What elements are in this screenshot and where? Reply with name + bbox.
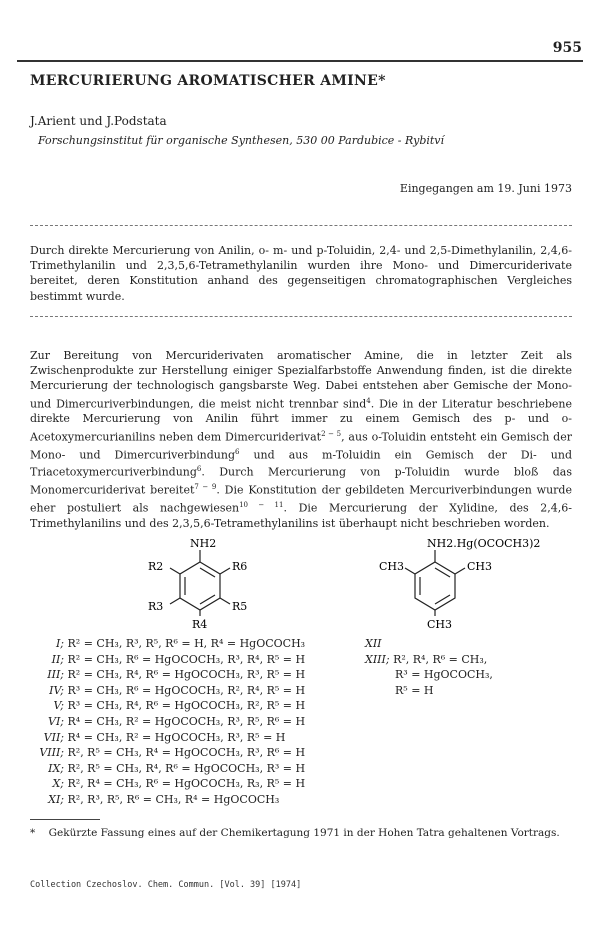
- compound-number: III;: [47, 668, 64, 682]
- body-text-5: . Durch Mercurierung von p-Toluidin wurde bloß das Monomercuriderivat bereitet: [30, 466, 572, 497]
- r5-label: R5: [232, 600, 248, 613]
- compound-number: V;: [53, 699, 64, 713]
- body-text-3: , aus o-Toluidin entsteht ein Gemisch der Mono- und Dimercuriverbindung: [30, 430, 572, 462]
- received-date: Eingegangen am 19. Juni 1973: [399, 182, 572, 195]
- abstract: Durch direkte Mercurierung von Anilin, o- m- und p-Toluidin, 2,4- und 2,5-Dimethylanilin, 2,4,6-Trimethylanilin und 2,3,5,6-Tetramethylanilin wurden ihre Mono- und Dimercuriderivate bereitet, deren Konstitution anhand des gegenseitigen chromatographischen Vergleiches bestimmt wurde.: [30, 244, 572, 303]
- authors: J.Arient und J.Podstata: [30, 114, 167, 128]
- r6-label: R6: [232, 560, 248, 573]
- compound-formula: R², R⁵ = CH₃, R⁴, R⁶ = HgOCOCH₃, R³ = H: [67, 761, 306, 775]
- compound-number: XI;: [48, 792, 64, 806]
- compound-number: VII;: [43, 730, 64, 744]
- compound-formula: R², R⁴, R⁶ = CH₃,: [393, 652, 488, 666]
- r2-label: R2: [148, 560, 164, 573]
- compound-row: [30, 792, 305, 808]
- compound-number: VIII;: [39, 746, 64, 760]
- amine-salt-label: NH2.Hg(OCOCH3)2: [427, 537, 541, 550]
- body-text-7: . Die Mercurierung der Xylidine, des 2,4,6-Trimethylanilins und des 2,3,5,6-Tetramethylanilins ist überhaupt nicht beschrieben worden.: [30, 501, 572, 530]
- ref-mark: 10 − 11: [239, 501, 284, 510]
- compound-formula: R², R⁴ = CH₃, R⁶ = HgOCOCH₃, R₃, R⁵ = H: [67, 777, 306, 791]
- ref-mark: 4: [366, 396, 371, 405]
- benzene-ring: [405, 550, 465, 616]
- r3-label: R3: [148, 600, 164, 613]
- footnote: [30, 826, 572, 840]
- abstract-top-rule: [30, 225, 572, 226]
- header-rule: [17, 60, 583, 62]
- trimethylanilin-structure: [375, 532, 575, 632]
- compound-number: IV;: [49, 683, 64, 697]
- compound-row: [30, 714, 305, 730]
- aniline-structure: [140, 532, 260, 632]
- abstract-bottom-rule: [30, 316, 572, 317]
- compound-number: II;: [51, 652, 64, 666]
- institute: Forschungsinstitut für organische Synthesen, 530 00 Pardubice - Rybitví: [38, 134, 445, 147]
- compound-row: [30, 730, 305, 746]
- compound-number: X;: [52, 777, 64, 791]
- compound-formula: R², R³, R⁵, R⁶ = CH₃, R⁴ = HgOCOCH₃: [67, 792, 280, 806]
- compound-formula: R² = CH₃, R⁴, R⁶ = HgOCOCH₃, R³, R⁵ = H: [67, 668, 306, 682]
- ref-mark: 7 − 9: [194, 483, 217, 492]
- benzene-ring: [170, 550, 230, 616]
- ref-mark: 2 − 5: [321, 429, 342, 438]
- compound-formula: R⁵ = H: [395, 683, 434, 697]
- body-text-1: Zur Bereitung von Mercuriderivaten aromatischer Amine, die in letzter Zeit als Zwischenprodukte zur Herstellung einiger Spezialfarbstoffe Anwendung finden, ist die direkte Mercurierung der technologisch gangsbarste Weg. Dabei entstehen aber Gemische der Mono- und Dimercuriverbindungen, die meist nicht trennbar sind: [30, 349, 572, 411]
- compound-number: XII: [365, 637, 382, 650]
- body-text-6: . Die Konstitution der gebildeten Mercuriverbindungen wurde eher postuliert als nachgewiesen: [30, 483, 572, 515]
- compound-row: [30, 745, 305, 761]
- compound-list-right: [365, 636, 493, 698]
- page-number: 955: [552, 40, 582, 56]
- compound-formula: R³ = HgOCOCH₃,: [395, 668, 493, 682]
- ch3-left-label: CH3: [379, 560, 405, 573]
- r4-label: R4: [192, 618, 208, 631]
- body-text-4: und aus m-Toluidin ein Gemisch der Di- und Triacetoxymercuriverbindung: [30, 448, 572, 480]
- nh2-label: NH2: [190, 537, 217, 550]
- compound-row: [30, 652, 305, 668]
- compound-row: [30, 683, 305, 699]
- ref-mark: 6: [196, 465, 202, 474]
- compound-formula: R², R⁵ = CH₃, R⁴ = HgOCOCH₃, R³, R⁶ = H: [67, 746, 306, 760]
- compound-row: [30, 698, 305, 714]
- compound-formula: R⁴ = CH₃, R² = HgOCOCH₃, R³, R⁵, R⁶ = H: [67, 714, 306, 728]
- body-text-2: . Die in der Literatur beschriebene direkte Mercurierung von Anilin führt immer zu einem Gemisch des p- und o-Acetoxymercurianilins neben dem Dimercuriderivat: [30, 397, 572, 444]
- compound-formula: R² = CH₃, R⁶ = HgOCOCH₃, R³, R⁴, R⁵ = H: [67, 652, 306, 666]
- compound-number: XIII;: [365, 652, 390, 666]
- compound-row: [30, 667, 305, 683]
- compound-formula: R² = CH₃, R³, R⁵, R⁶ = H, R⁴ = HgOCOCH₃: [67, 637, 306, 650]
- ref-mark: 6: [234, 447, 240, 456]
- compound-row: [30, 761, 305, 777]
- journal-citation: Collection Czechoslov. Chem. Commun. [Vol. 39] [1974]: [30, 880, 302, 890]
- compound-row: [365, 652, 493, 668]
- footnote-text: Gekürzte Fassung eines auf der Chemikertagung 1971 in der Hohen Tatra gehaltenen Vortrags.: [48, 827, 560, 839]
- article-title: MERCURIERUNG AROMATISCHER AMINE*: [30, 73, 386, 89]
- compound-formula: R⁴ = CH₃, R² = HgOCOCH₃, R³, R⁵ = H: [67, 730, 286, 744]
- ch3-bottom-label: CH3: [427, 618, 453, 631]
- compound-row: [30, 776, 305, 792]
- compound-number: IX;: [48, 761, 64, 775]
- compound-formula: R³ = CH₃, R⁶ = HgOCOCH₃, R², R⁴, R⁵ = H: [67, 683, 306, 697]
- body-paragraph: [30, 348, 572, 531]
- compound-list: [30, 636, 305, 808]
- footnote-mark: *: [30, 827, 36, 839]
- ch3-right-label: CH3: [467, 560, 493, 573]
- footnote-rule: [30, 819, 100, 820]
- compound-formula: R³ = CH₃, R⁴, R⁶ = HgOCOCH₃, R², R⁵ = H: [67, 699, 306, 713]
- compound-row: [30, 636, 305, 652]
- compound-number: VI;: [48, 714, 64, 728]
- compound-number: I;: [55, 637, 64, 650]
